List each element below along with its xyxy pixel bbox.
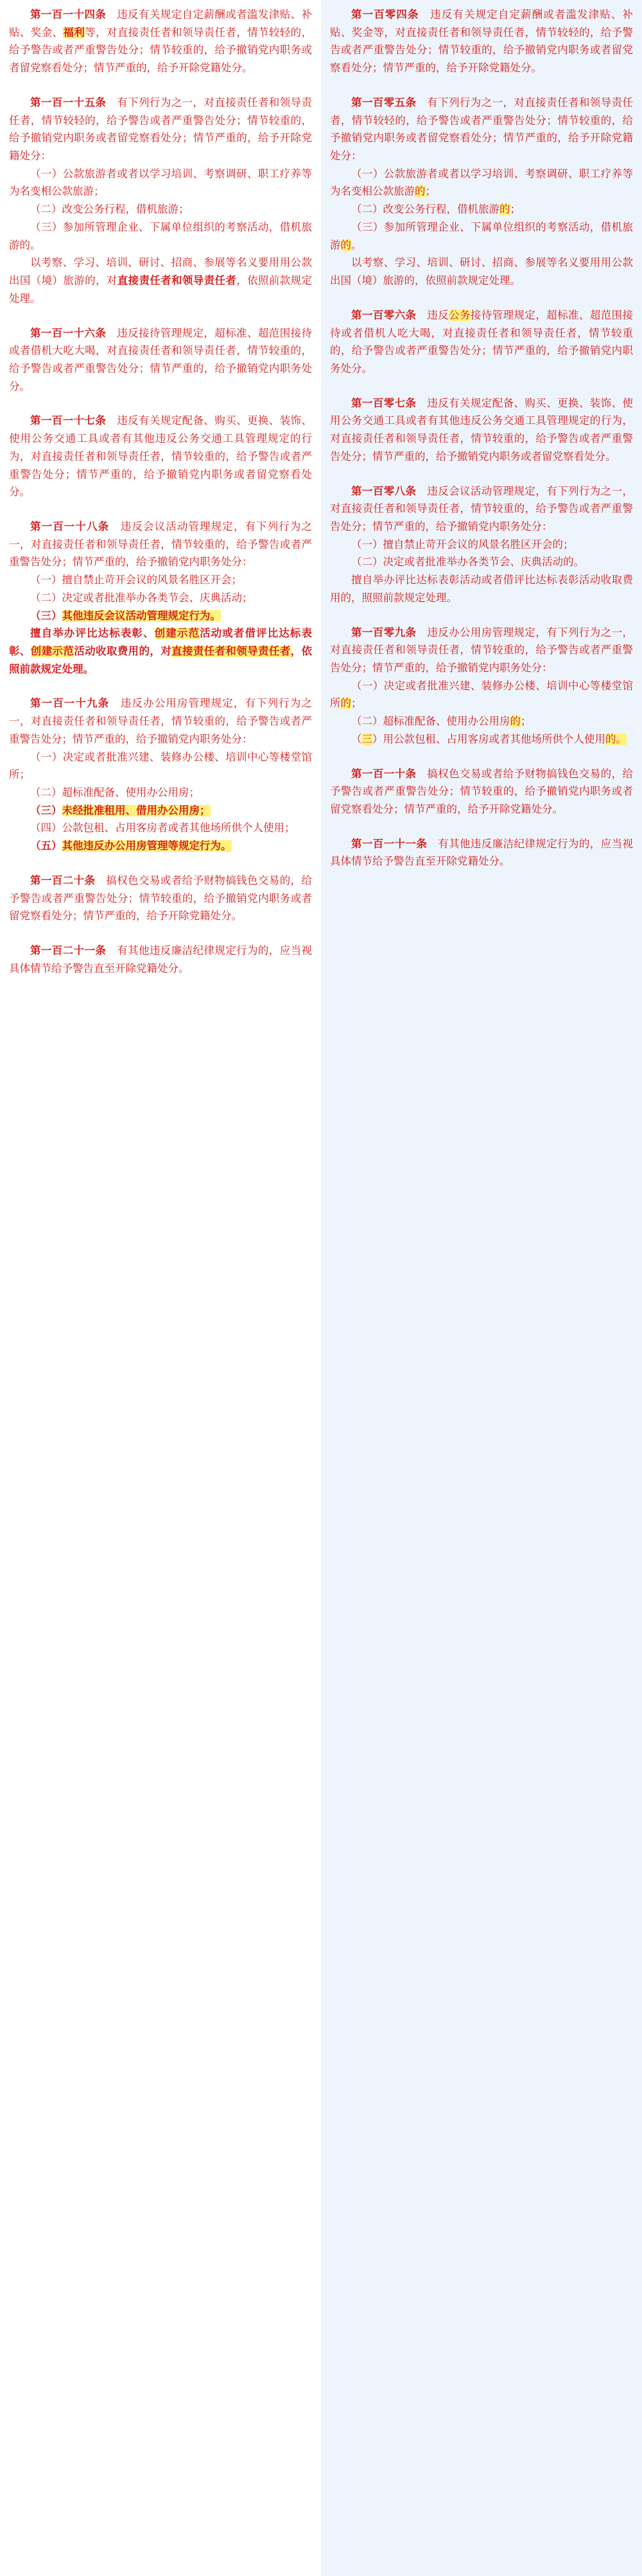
article-paragraph — [330, 307, 633, 378]
article-text: 违反会议活动管理规定，有下列行为之一，对直接责任者和领导责任者，情节较重的，给予警告或者严重警告处分；情节严重的，给予撤销党内职务处分： — [330, 485, 634, 533]
article-paragraph — [9, 608, 312, 626]
article-paragraph — [330, 166, 633, 201]
article-text: 有下列行为之一，对直接责任者和领导责任者，情节较轻的，给予警告或者严重警告处分；情节较重的，给予撤销党内职务或者留党察看处分；情节严重的，给予开除党籍处分： — [9, 96, 313, 163]
highlighted-bold-text: 福利 — [63, 26, 85, 39]
article-text: 接待管理规定，超标准、超范围接待或者借机人吃大喝，对直接责任者和领导责任者，情节较重的，给予警告或者严重警告处分；情节严重的，给予撤销党内职务处分。 — [330, 309, 634, 375]
article-paragraph — [9, 201, 312, 219]
article-label-bold: 活动或者借评比达标表彰、 — [9, 628, 313, 657]
article-label-bold: 第一百一十七条 — [30, 415, 107, 427]
article-block — [9, 872, 312, 926]
article-paragraph — [9, 695, 312, 748]
article-text: （二）决定或者批准举办各类节会、庆典活动的。 — [351, 556, 584, 569]
article-paragraph — [9, 820, 312, 838]
article-text: 搞权色交易或者给予财物搞钱色交易的，给予警告或者严重警告处分；情节较重的，给予撤销党内职务或者留党察看处分；情节严重的，给予开除党籍处分。 — [9, 874, 313, 922]
article-label-bold: ，依照前款规定处理。 — [9, 646, 313, 675]
article-text: 以考察、学习、培训、研讨、招商、参展等名义要用用公款出国（境）旅游的，对 — [9, 257, 312, 287]
highlighted-bold-text: 创建示范 — [154, 628, 200, 640]
article-text: （二）改变公务行程，借机旅游 — [351, 204, 499, 216]
article-label-bold: 第一百一十九条 — [30, 698, 110, 710]
article-text: ； — [351, 698, 362, 710]
article-label-bold: 第一百一十一条 — [351, 838, 428, 850]
article-block — [9, 94, 312, 308]
article-label-bold: 第一百一十条 — [351, 768, 417, 780]
highlighted-text: 三 — [361, 733, 372, 745]
article-paragraph — [330, 6, 633, 78]
article-text: ； — [425, 186, 436, 198]
article-text: 。 — [351, 239, 362, 251]
article-paragraph — [330, 219, 633, 254]
article-label-bold: （五） — [30, 840, 62, 852]
article-paragraph — [9, 625, 312, 678]
highlighted-text: 公务 — [449, 309, 471, 321]
article-label-bold: 第一百零八条 — [351, 485, 417, 497]
article-paragraph — [330, 554, 633, 572]
article-paragraph — [330, 94, 633, 166]
article-label-bold: 擅自举办评比达标表彰、 — [30, 628, 155, 640]
article-text: ； — [510, 204, 521, 216]
article-label-bold: 直接责任者和领导责任者 — [117, 275, 237, 287]
article-paragraph — [9, 749, 312, 784]
article-text: （三）参加所管理企业、下属单位组织的考察活动，借机旅游的。 — [9, 221, 312, 251]
article-text: ； — [521, 716, 532, 728]
article-text: ，依照前款规定处理。 — [9, 275, 313, 304]
article-paragraph — [330, 254, 633, 290]
highlighted-text: 的 — [499, 204, 510, 216]
article-paragraph — [9, 802, 312, 820]
article-text: （一）决定或者批准兴建、装修办公楼、培训中心等楼堂馆所 — [330, 680, 633, 710]
article-text: 违反有关规定自定薪酬或者滥发津贴、补贴、奖金等，对直接责任者和领导责任者，情节较轻的，给予警告或者严重警告处分；情节较重的，给予撤销党内职务或者留党察看处分；情节严重的，给予开除党籍处分。 — [330, 9, 634, 75]
article-block — [330, 766, 633, 819]
article-block — [9, 325, 312, 396]
article-paragraph — [330, 678, 633, 713]
article-paragraph — [9, 219, 312, 254]
article-text: 违反 — [416, 309, 449, 321]
article-paragraph — [330, 766, 633, 819]
article-paragraph — [9, 942, 312, 978]
article-paragraph — [9, 872, 312, 926]
article-paragraph — [9, 590, 312, 608]
article-paragraph — [330, 836, 633, 871]
article-text: （一）擅自禁止苛开会议的风景名胜区开会的； — [351, 538, 574, 551]
article-block — [330, 307, 633, 378]
article-block — [330, 395, 633, 466]
highlighted-text: 的 — [415, 186, 426, 198]
article-text: （四）公款包租、占用客房者或者其他场所供个人使用； — [30, 822, 295, 834]
article-paragraph — [330, 395, 633, 466]
article-block — [330, 624, 633, 749]
article-label-bold: 第一百零九条 — [351, 626, 417, 639]
article-label-bold: （三） — [30, 804, 62, 816]
article-block — [330, 836, 633, 871]
article-block — [9, 412, 312, 502]
article-block — [330, 483, 633, 608]
highlighted-bold-text: 未经批准租用、借用办公用房； — [62, 804, 211, 816]
article-paragraph — [9, 94, 312, 166]
article-label-bold: 第一百零四条 — [351, 9, 419, 21]
article-block — [9, 6, 312, 78]
article-label-bold: 第一百零六条 — [351, 309, 417, 321]
article-paragraph — [9, 572, 312, 590]
article-text: （一）公款旅游者或者以学习培训、考察调研、职工疗养等为名变相公款旅游 — [330, 168, 633, 198]
highlighted-bold-text: 直接责任者和领导责任者 — [171, 646, 291, 657]
article-text: ）用公款包租、占用客房或者其他场所供个人使用 — [372, 733, 605, 745]
article-text: 以考察、学习、培训、研讨、招商、参展等名义要用用公款出国（境）旅游的，依照前款规定处理。 — [330, 257, 633, 287]
article-paragraph — [330, 201, 633, 219]
column-right-original — [321, 0, 642, 2576]
article-paragraph — [330, 731, 633, 749]
article-text: （一）擅自禁止苛开会议的风景名胜区开会； — [30, 574, 242, 587]
article-text: 违反办公用房管理规定，有下列行为之一，对直接责任者和领导责任者，情节较重的，给予警告或者严重警告处分；情节严重的，给予撤销党内职务处分： — [330, 626, 634, 674]
highlighted-bold-text: 其他违反会议活动管理规定行为。 — [62, 610, 221, 622]
article-text: （二）决定或者批准举办各类节会、庆典活动； — [30, 592, 253, 604]
article-text: （ — [351, 733, 362, 745]
article-paragraph — [330, 572, 633, 607]
highlighted-text: 的 — [340, 239, 351, 251]
article-paragraph — [330, 536, 633, 554]
article-block — [9, 518, 312, 678]
article-label-bold: （三） — [30, 610, 62, 622]
article-text: 有其他违反廉洁纪律规定行为的，应当视具体情节给予警告直至开除党籍处分。 — [330, 838, 634, 868]
article-label-bold: 第一百二十一条 — [30, 945, 107, 957]
article-text: 有其他违反廉洁纪律规定行为的，应当视具体情节给予警告直至开除党籍处分。 — [9, 945, 313, 975]
article-paragraph — [9, 254, 312, 308]
article-paragraph — [330, 624, 633, 678]
article-text: （二）超标准配备、使用办公用房 — [351, 716, 510, 728]
article-block — [330, 94, 633, 290]
article-text: 违反有关规定配备、购买、更换、装饰、使用公务交通工具或者有其他违反公务交通工具管理规定的行为，对直接责任者和领导责任者，情节较重的，给予警告或者严重警告处分；情节严重的，给予撤销党内职务或者留党察看处分。 — [330, 397, 634, 463]
article-block — [9, 695, 312, 855]
article-label-bold: 第一百二十条 — [30, 874, 96, 887]
article-text: （三）参加所管理企业、下属单位组织的考察活动，借机旅游 — [330, 221, 633, 251]
article-paragraph — [330, 483, 633, 536]
article-label-bold: 第一百零五条 — [351, 96, 417, 109]
article-label-bold: 第一百一十五条 — [30, 96, 107, 109]
article-paragraph — [9, 325, 312, 396]
article-text: （二）超标准配备、使用办公用房； — [30, 787, 200, 799]
article-paragraph — [9, 784, 312, 802]
article-label-bold: 活动收取费用的，对 — [74, 646, 172, 657]
article-text: 违反有关规定自定薪酬或者滥发津贴、补贴、奖金、 — [9, 9, 313, 39]
highlighted-text: 的。 — [605, 733, 627, 745]
article-text: 违反会议活动管理规定，有下列行为之一，对直接责任者和领导责任者，情节较重的，给予警告或者严重警告处分；情节严重的，给予撤销党内职务处分： — [9, 520, 313, 569]
highlighted-bold-text: 创建示范 — [30, 646, 74, 657]
article-block — [9, 942, 312, 978]
article-paragraph — [9, 6, 312, 78]
article-label-bold: 第一百零七条 — [351, 397, 417, 409]
article-text: （二）改变公务行程，借机旅游； — [30, 204, 189, 216]
article-text: 等，对直接责任者和领导责任者，情节较轻的，给予警告或者严重警告处分；情节较重的，给予撤销党内职务或者留党察看处分；情节严重的，给予开除党籍处分。 — [9, 26, 313, 75]
article-paragraph — [330, 713, 633, 731]
article-paragraph — [9, 518, 312, 572]
article-paragraph — [9, 412, 312, 502]
article-text: （一）公款旅游者或者以学习培训、考察调研、职工疗养等为名变相公款旅游； — [9, 168, 312, 198]
highlighted-text: 的 — [340, 698, 351, 710]
highlighted-bold-text: 其他违反办公用房管理等规定行为。 — [62, 840, 232, 852]
article-text: 有下列行为之一，对直接责任者和领导责任者，情节较轻的，给予警告或者严重警告处分；情节较重的，给予撤销党内职务或者留党察看处分；情节严重的，给予开除党籍处分： — [330, 96, 634, 163]
article-text: 搞权色交易或者给予财物搞钱色交易的，给予警告或者严重警告处分；情节较重的，给予撤销党内职务或者留党察看处分；情节严重的，给予开除党籍处分。 — [330, 768, 634, 816]
article-label-bold: 第一百一十六条 — [30, 327, 107, 339]
article-label-bold: 第一百一十八条 — [30, 520, 110, 533]
article-text: （一）决定或者批准兴建、装修办公楼、培训中心等楼堂馆所； — [9, 751, 312, 781]
article-text: 违反有关规定配备、购买、更换、装饰、使用公务交通工具或者有其他违反公务交通工具管理规定的行为，对直接责任者和领导责任者，情节较重的，给予警告或者严重警告处分；情节严重的，给予撤销党内职务或者留党察看处分。 — [9, 415, 313, 498]
article-text: 违反办公用房管理规定，有下列行为之一，对直接责任者和领导责任者，情节较重的，给予警告或者严重警告处分；情节严重的，给予撤销党内职务处分： — [9, 698, 313, 745]
article-text: 擅自举办评比达标表彰活动或者借评比达标表彰活动收取费用的，照照前款规定处理。 — [330, 574, 633, 604]
article-paragraph — [9, 838, 312, 856]
article-block — [330, 6, 633, 78]
highlighted-text: 的 — [510, 716, 521, 728]
article-paragraph — [9, 166, 312, 201]
article-label-bold: 第一百一十四条 — [30, 9, 107, 21]
article-text: 违反接待管理规定，超标准、超范围接待或者借机大吃大喝，对直接责任者和领导责任者，情节较重的，给予警告或者严重警告处分；情节严重的，给予撤销党内职务处分。 — [9, 327, 313, 393]
